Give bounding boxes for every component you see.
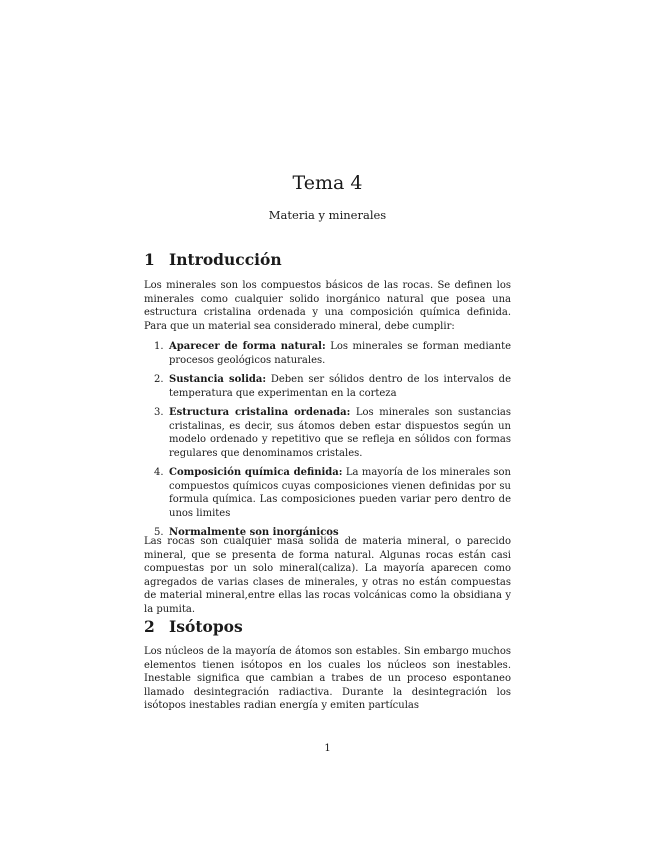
mineral-criteria-list: [144, 340, 511, 546]
list-marker: 1.: [154, 341, 164, 352]
page-number: 1: [324, 743, 331, 754]
list-item: [144, 373, 511, 400]
list-item-term: Sustancia solida:: [169, 374, 267, 385]
document-title: Tema 4: [292, 172, 363, 194]
list-item-text: Deben ser sólidos dentro de los intervalos de temperatura que experimentan en la corteza: [169, 374, 511, 399]
section-heading-introduccion: [144, 250, 282, 269]
list-marker: 4.: [154, 467, 164, 478]
list-item: [144, 466, 511, 520]
list-item-text: Los minerales son sustancias cristalinas, es decir, sus átomos deben estar dispuestos según un modelo ordenado y repetitivo que se refleja en sólidos con formas regulares que denominamos cristales.: [169, 407, 511, 459]
list-item-term: Aparecer de forma natural:: [169, 341, 326, 352]
section-number: 2: [144, 617, 155, 636]
list-marker: 5.: [154, 527, 164, 538]
rocas-paragraph: Las rocas son cualquier masa solida de materia mineral, o parecido mineral, que se presenta de forma natural. Algunas rocas están casi compuestas por un solo mineral(caliza). La mayoría aparecen como agregados de varias clases de minerales, y otras no están compuestas de material mineral,entre ellas las rocas volcánicas como la obsidiana y la pumita.: [144, 536, 511, 615]
section-number: 1: [144, 250, 155, 269]
list-item-term: Normalmente son inorgánicos: [169, 527, 339, 538]
list-item-text: Los minerales se forman mediante procesos geológicos naturales.: [169, 341, 511, 366]
intro-paragraph: Los minerales son los compuestos básicos de las rocas. Se definen los minerales como cualquier solido inorgánico natural que posea una estructura cristalina ordenada y una composición química definida. Para que un material sea considerado mineral, debe cumplir:: [144, 280, 511, 332]
list-item: [144, 406, 511, 460]
list-item-term: Composición química definida:: [169, 467, 343, 478]
section-title: Introducción: [169, 250, 282, 269]
section-title: Isótopos: [169, 617, 243, 636]
list-item-term: Estructura cristalina ordenada:: [169, 407, 351, 418]
list-item: [144, 340, 511, 367]
isotopos-paragraph: Los núcleos de la mayoría de átomos son estables. Sin embargo muchos elementos tienen isótopos en los cuales los núcleos son inestables. Inestable significa que cambian a trabes de un proceso espontaneo llamado desintegración radiactiva. Durante la desintegración los isótopos inestables radian energía y emiten partículas: [144, 646, 511, 711]
document-subtitle: Materia y minerales: [268, 208, 387, 222]
list-marker: 2.: [154, 374, 164, 385]
section-heading-isotopos: [144, 617, 243, 636]
list-marker: 3.: [154, 407, 164, 418]
list-item-text: La mayoría de los minerales son compuestos químicos cuyas composiciones vienen definidas por su formula química. Las composiciones pueden variar pero dentro de unos limites: [169, 467, 511, 519]
